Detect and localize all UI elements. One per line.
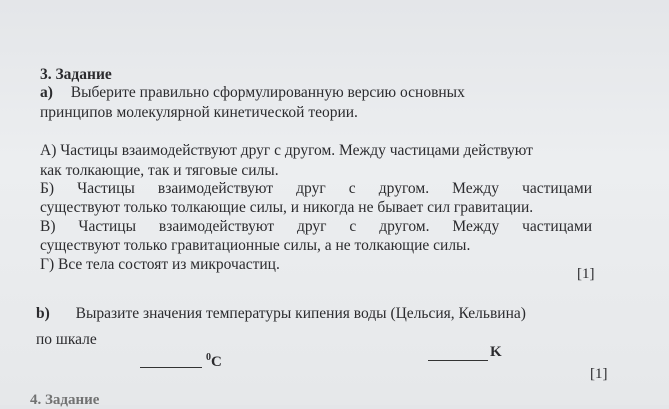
part-a-question-line-1 xyxy=(40,84,465,102)
part-b-label: b) xyxy=(36,305,50,322)
option-b-line-1: Б) Частицы взаимодействуют друг с другом. Между частицами xyxy=(40,180,592,197)
option-c-line-2: существуют только гравитационные силы, а не толкающие силы. xyxy=(40,237,471,254)
part-b-question-line-2: по шкале xyxy=(36,331,97,348)
part-a-marks: [1] xyxy=(577,266,595,282)
part-b-marks: [1] xyxy=(590,366,608,382)
celsius-unit xyxy=(206,352,222,371)
part-b-question-text: Выразите значения температуры кипения воды (Цельсия, Кельвина) xyxy=(75,305,526,322)
part-a-label: а) xyxy=(40,84,53,101)
part-a-question-text: Выберите правильно сформулированную версию основных xyxy=(70,84,465,101)
degree-sup: 0 xyxy=(206,352,211,363)
option-b-line-2: существуют только толкающие силы, и никогда не бывает сил гравитации. xyxy=(40,199,534,216)
option-c-line-1: В) Частицы взаимодействуют друг с другом. Между частицами xyxy=(40,218,592,235)
kelvin-unit: K xyxy=(490,344,502,360)
option-a-line-1: А) Частицы взаимодействуют друг с другом. Между частицами действуют xyxy=(40,142,533,159)
next-task-title: 4. Задание xyxy=(30,392,100,408)
task-title: 3. Задание xyxy=(40,66,112,83)
part-a-question-line-2: принципов молекулярной кинетической теории. xyxy=(40,104,358,121)
option-d-line: Г) Все тела состоят из микрочастиц. xyxy=(40,256,280,273)
kelvin-answer-blank[interactable] xyxy=(428,360,488,361)
part-b-question-line-1 xyxy=(36,305,526,323)
celsius-letter: C xyxy=(211,354,222,370)
celsius-answer-blank[interactable] xyxy=(140,367,202,368)
option-a-line-2: как толкающие, так и тяговые силы. xyxy=(40,162,279,179)
